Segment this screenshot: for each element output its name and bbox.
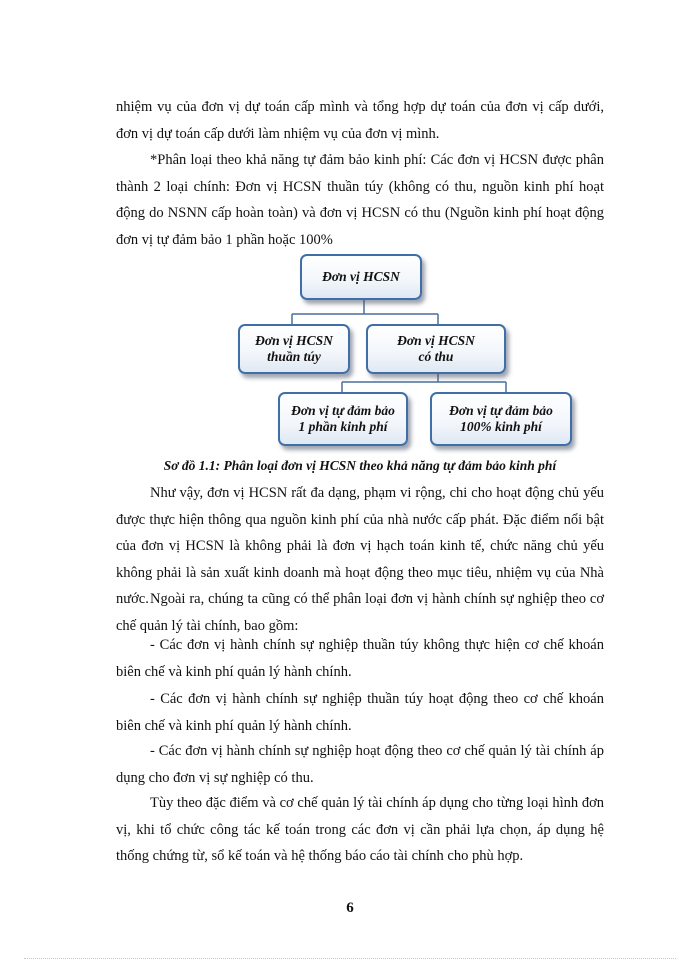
list-item-3: - Các đơn vị hành chính sự nghiệp hoạt động theo cơ chế quản lý tài chính áp dụng cho đơn vị sự nghiệp có thu. bbox=[116, 743, 604, 786]
paragraph-conclusion: Tùy theo đặc điểm và cơ chế quản lý tài chính áp dụng cho từng loại hình đơn vị, khi tổ chức công tác kế toán trong các đơn vị cần phải lựa chọn, áp dụng hệ thống chứng từ, sổ kế toán và hệ thống báo cáo tài chính cho phù hợp. bbox=[116, 795, 604, 864]
node-root-label: Đơn vị HCSN bbox=[322, 269, 400, 284]
paragraph-management-intro: Ngoài ra, chúng ta cũng có thể phân loại đơn vị hành chính sự nghiệp theo cơ chế quản lý tài chính, bao gồm: bbox=[116, 591, 604, 634]
paragraph-classification-funding: *Phân loại theo khả năng tự đảm bảo kinh phí: Các đơn vị HCSN được phân thành 2 loại chính: Đơn vị HCSN thuần túy (không có thu, nguồn kinh phí hoạt động do NSNN cấp hoàn toàn) và đơn vị HCSN có thu (Nguồn kinh phí hoạt động đơn vị tự đảm bảo 1 phần hoặc 100% bbox=[116, 152, 604, 248]
footer-divider bbox=[24, 958, 676, 959]
node-pure-line1: Đơn vị HCSN bbox=[255, 333, 333, 348]
paragraph-continuation: nhiệm vụ của đơn vị dự toán cấp mình và tổng hợp dự toán của đơn vị cấp dưới, đơn vị dự toán cấp dưới làm nhiệm vụ của đơn vị mình. bbox=[116, 99, 604, 142]
node-revenue-line1: Đơn vị HCSN bbox=[397, 333, 475, 348]
node-full-line1: Đơn vị tự đảm bảo bbox=[449, 403, 553, 418]
node-revenue-line2: có thu bbox=[418, 349, 454, 364]
node-partial-line1: Đơn vị tự đảm bảo bbox=[291, 403, 395, 418]
list-item-1: - Các đơn vị hành chính sự nghiệp thuần túy không thực hiện cơ chế khoán biên chế và kinh phí quản lý hành chính. bbox=[116, 637, 604, 680]
diagram-caption: Sơ đồ 1.1: Phân loại đơn vị HCSN theo khả năng tự đảm bảo kinh phí bbox=[163, 458, 557, 473]
node-root bbox=[300, 254, 422, 300]
node-partial-self-funded bbox=[278, 392, 408, 446]
classification-diagram bbox=[230, 248, 590, 454]
node-full-self-funded bbox=[430, 392, 572, 446]
node-partial-line2: 1 phần kinh phí bbox=[298, 419, 388, 434]
node-full-line2: 100% kinh phí bbox=[460, 419, 542, 434]
list-item-2: - Các đơn vị hành chính sự nghiệp thuần túy hoạt động theo cơ chế khoán biên chế và kinh phí quản lý hành chính. bbox=[116, 691, 604, 734]
node-pure-hcsn bbox=[238, 324, 350, 374]
paragraph-summary: Như vậy, đơn vị HCSN rất đa dạng, phạm vi rộng, chi cho hoạt động chủ yếu được thực hiện thông qua nguồn kinh phí của nhà nước cấp phát. Đặc điểm nổi bật của đơn vị HCSN là không phải là đơn vị hạch toán kinh tế, chức năng chủ yếu không phải là sản xuất kinh doanh mà hoạt động theo mục tiêu, nhiệm vụ của Nhà nước. bbox=[116, 485, 604, 607]
node-revenue-hcsn bbox=[366, 324, 506, 374]
node-pure-line2: thuần túy bbox=[267, 349, 321, 364]
page-number: 6 bbox=[346, 900, 354, 916]
